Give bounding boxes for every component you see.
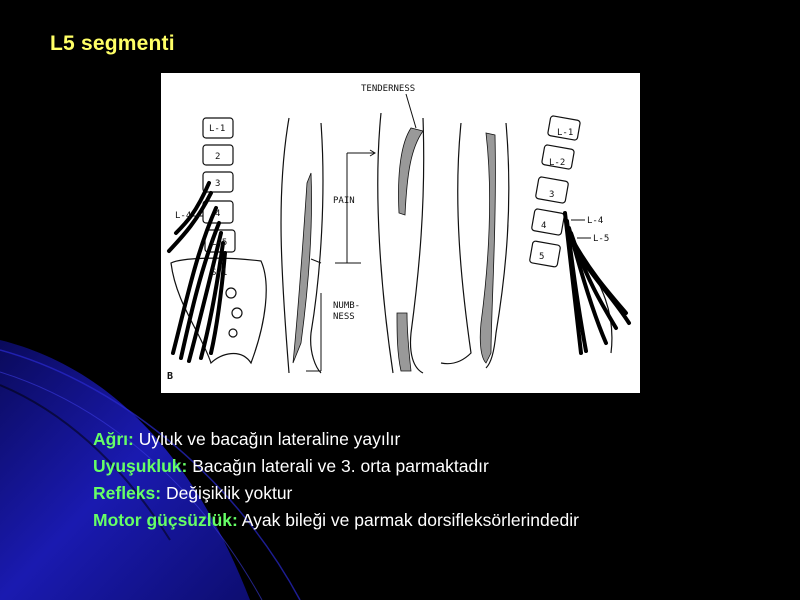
left-spine-label-5: L-5 bbox=[211, 238, 228, 248]
numbness-label-1: NUMB- bbox=[333, 301, 361, 311]
left-spine-label-6: S-1 bbox=[211, 268, 228, 278]
finding-term: Ağrı: bbox=[93, 429, 134, 449]
left-spine-label-4: 4 bbox=[215, 209, 221, 219]
right-spine-label-1: L-1 bbox=[557, 128, 574, 138]
finding-motor bbox=[93, 507, 579, 534]
pain-shading-1 bbox=[293, 173, 312, 363]
pain-bracket bbox=[306, 150, 375, 371]
findings-list bbox=[93, 426, 579, 534]
figure-drawing bbox=[161, 73, 640, 393]
finding-text: Değişiklik yoktur bbox=[161, 483, 293, 503]
pain-label: PAIN bbox=[333, 196, 355, 206]
finding-text: Uyluk ve bacağın lateraline yayılır bbox=[133, 429, 401, 449]
left-spine-label-1: L-1 bbox=[209, 124, 226, 134]
finding-text: Ayak bileği ve parmak dorsifleksörlerindedir bbox=[237, 510, 579, 530]
tenderness-shading bbox=[399, 128, 424, 215]
finding-reflex bbox=[93, 480, 579, 507]
right-spine-label-2: L-2 bbox=[549, 158, 566, 168]
right-spine-label-4: 4 bbox=[541, 221, 547, 231]
right-side-label-2: L-5 bbox=[593, 234, 610, 244]
left-spine-label-2: 2 bbox=[215, 152, 221, 162]
leg-outline-3 bbox=[441, 123, 509, 368]
finding-term: Refleks: bbox=[93, 483, 162, 503]
finding-numbness bbox=[93, 453, 579, 480]
finding-text: Bacağın laterali ve 3. orta parmaktadır bbox=[187, 456, 489, 476]
panel-label: B bbox=[167, 371, 174, 382]
slide-title: L5 segmenti bbox=[50, 32, 175, 55]
numbness-label-2: NESS bbox=[333, 312, 355, 322]
right-spine-label-5: 5 bbox=[539, 252, 545, 262]
right-side-label-1: L-4 bbox=[587, 216, 604, 226]
numbness-shading bbox=[397, 313, 411, 371]
right-spine-label-3: 3 bbox=[549, 190, 555, 200]
pain-shading-3 bbox=[480, 133, 495, 363]
left-spine-label-3: 3 bbox=[215, 179, 221, 189]
finding-pain bbox=[93, 426, 579, 453]
tenderness-label: TENDERNESS bbox=[361, 84, 416, 94]
finding-term: Motor güçsüzlük: bbox=[93, 510, 238, 530]
finding-term: Uyuşukluk: bbox=[93, 456, 188, 476]
left-side-label: L-4 bbox=[175, 211, 192, 221]
l5-dermatome-figure bbox=[161, 73, 640, 393]
